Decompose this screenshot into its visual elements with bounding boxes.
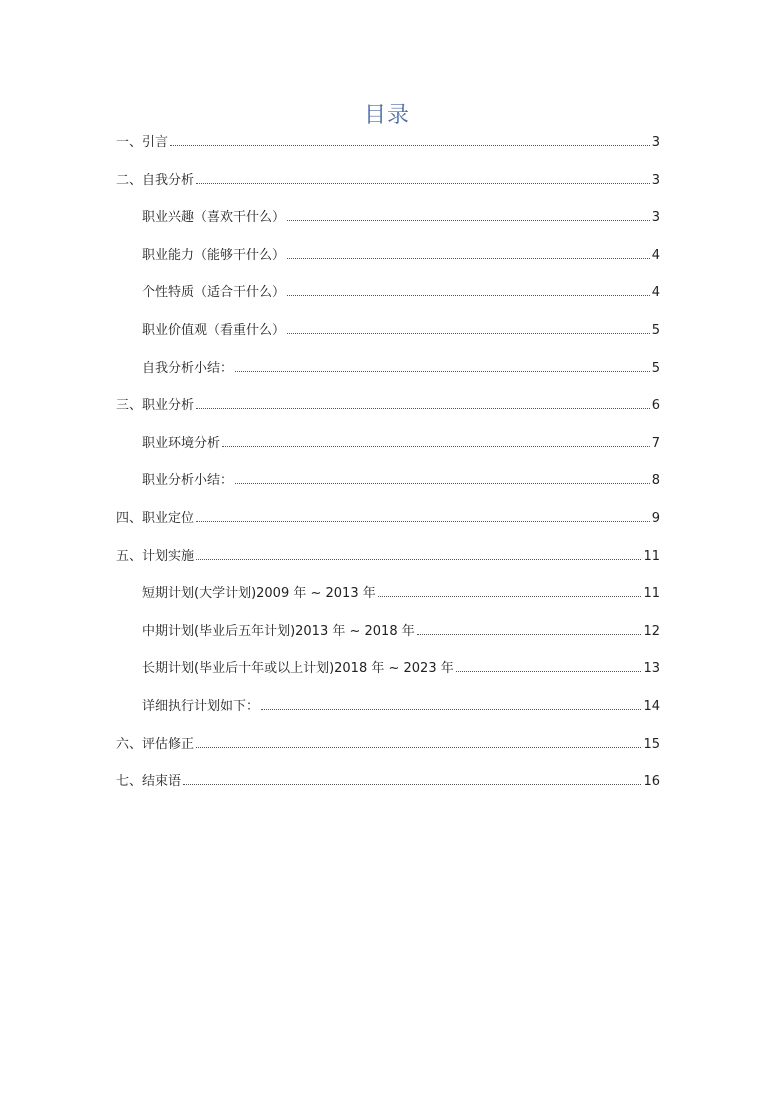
toc-dot-leader bbox=[235, 370, 650, 372]
toc-entry-label: 长期计划(毕业后十年或以上计划)2018 年 ~ 2023 年 bbox=[142, 661, 454, 677]
toc-dot-leader bbox=[456, 670, 642, 672]
toc-entry-label: 中期计划(毕业后五年计划)2013 年 ~ 2018 年 bbox=[142, 623, 415, 639]
toc-dot-leader bbox=[261, 708, 641, 710]
toc-entry[interactable] bbox=[116, 771, 660, 793]
toc-entry-page-number: 3 bbox=[651, 210, 660, 226]
toc-entry-page-number: 12 bbox=[643, 623, 660, 639]
toc-entry-page-number: 8 bbox=[651, 473, 660, 489]
toc-dot-leader bbox=[378, 595, 642, 597]
toc-entry-label: 职业分析小结： bbox=[142, 473, 234, 489]
toc-entry[interactable] bbox=[116, 508, 660, 530]
toc-entry-page-number: 6 bbox=[651, 398, 660, 414]
toc-entry[interactable] bbox=[142, 583, 660, 605]
toc-entry-label: 职业兴趣（喜欢干什么） bbox=[142, 210, 286, 226]
toc-entry[interactable] bbox=[116, 395, 660, 417]
toc-entry[interactable] bbox=[142, 245, 660, 267]
toc-entry-label: 五、计划实施 bbox=[116, 548, 195, 564]
toc-entry-label: 个性特质（适合干什么） bbox=[142, 285, 286, 301]
toc-dot-leader bbox=[196, 182, 650, 184]
toc-dot-leader bbox=[196, 558, 641, 560]
toc-entry-page-number: 15 bbox=[643, 736, 660, 752]
toc-entry-page-number: 14 bbox=[643, 699, 660, 714]
toc-entry-page-number: 13 bbox=[643, 661, 660, 677]
toc-dot-leader bbox=[287, 257, 650, 259]
toc-entry-page-number: 4 bbox=[651, 285, 660, 301]
toc-entry-page-number: 16 bbox=[643, 774, 660, 790]
toc-entry-page-number: 3 bbox=[651, 172, 660, 188]
toc-entry-page-number: 11 bbox=[643, 548, 660, 564]
toc-dot-leader bbox=[196, 407, 650, 409]
toc-entry-label: 二、自我分析 bbox=[116, 172, 195, 188]
toc-entry[interactable] bbox=[116, 734, 660, 756]
toc-entry[interactable] bbox=[142, 658, 660, 680]
toc-entry-page-number: 11 bbox=[643, 586, 660, 602]
toc-entry-page-number: 9 bbox=[651, 511, 660, 526]
toc-dot-leader bbox=[170, 144, 650, 146]
toc-entry[interactable] bbox=[142, 207, 660, 229]
toc-dot-leader bbox=[417, 633, 642, 635]
toc-entry-label: 一、引言 bbox=[116, 135, 169, 150]
toc-entry-page-number: 3 bbox=[651, 135, 660, 150]
toc-entry-label: 六、评估修正 bbox=[116, 736, 195, 752]
toc-entry[interactable] bbox=[116, 170, 660, 192]
toc-entry-label: 三、职业分析 bbox=[116, 398, 195, 414]
toc-entry[interactable] bbox=[116, 546, 660, 568]
toc-entry-label: 四、职业定位 bbox=[116, 511, 195, 526]
toc-entry[interactable] bbox=[116, 132, 660, 154]
toc-entry-label: 七、结束语 bbox=[116, 774, 182, 790]
toc-dot-leader bbox=[196, 520, 650, 522]
toc-dot-leader bbox=[287, 219, 650, 221]
toc-entry-label: 短期计划(大学计划)2009 年 ~ 2013 年 bbox=[142, 586, 376, 602]
toc-dot-leader bbox=[222, 445, 650, 447]
toc-entry-label: 职业环境分析 bbox=[142, 435, 221, 451]
toc-dot-leader bbox=[287, 332, 650, 334]
toc-entry-page-number: 5 bbox=[651, 360, 660, 376]
toc-entry[interactable] bbox=[142, 320, 660, 342]
toc-entry[interactable] bbox=[142, 282, 660, 304]
toc-dot-leader bbox=[196, 746, 641, 748]
toc-dot-leader bbox=[287, 294, 650, 296]
toc-entry-page-number: 4 bbox=[651, 247, 660, 263]
toc-dot-leader bbox=[235, 482, 650, 484]
toc-entry[interactable] bbox=[142, 470, 660, 492]
toc-entry-label: 详细执行计划如下： bbox=[142, 699, 260, 714]
toc-entry[interactable] bbox=[142, 358, 660, 380]
toc-entry-label: 自我分析小结： bbox=[142, 360, 234, 376]
toc-entry[interactable] bbox=[142, 621, 660, 643]
toc-entry-label: 职业能力（能够干什么） bbox=[142, 247, 286, 263]
toc-dot-leader bbox=[183, 783, 641, 785]
toc-entry[interactable] bbox=[142, 433, 660, 455]
toc-entry-page-number: 7 bbox=[651, 435, 660, 451]
toc-entry[interactable] bbox=[142, 696, 660, 718]
toc-entry-page-number: 5 bbox=[651, 323, 660, 338]
toc-entry-label: 职业价值观（看重什么） bbox=[142, 323, 286, 338]
toc-title: 目录 bbox=[363, 103, 410, 128]
